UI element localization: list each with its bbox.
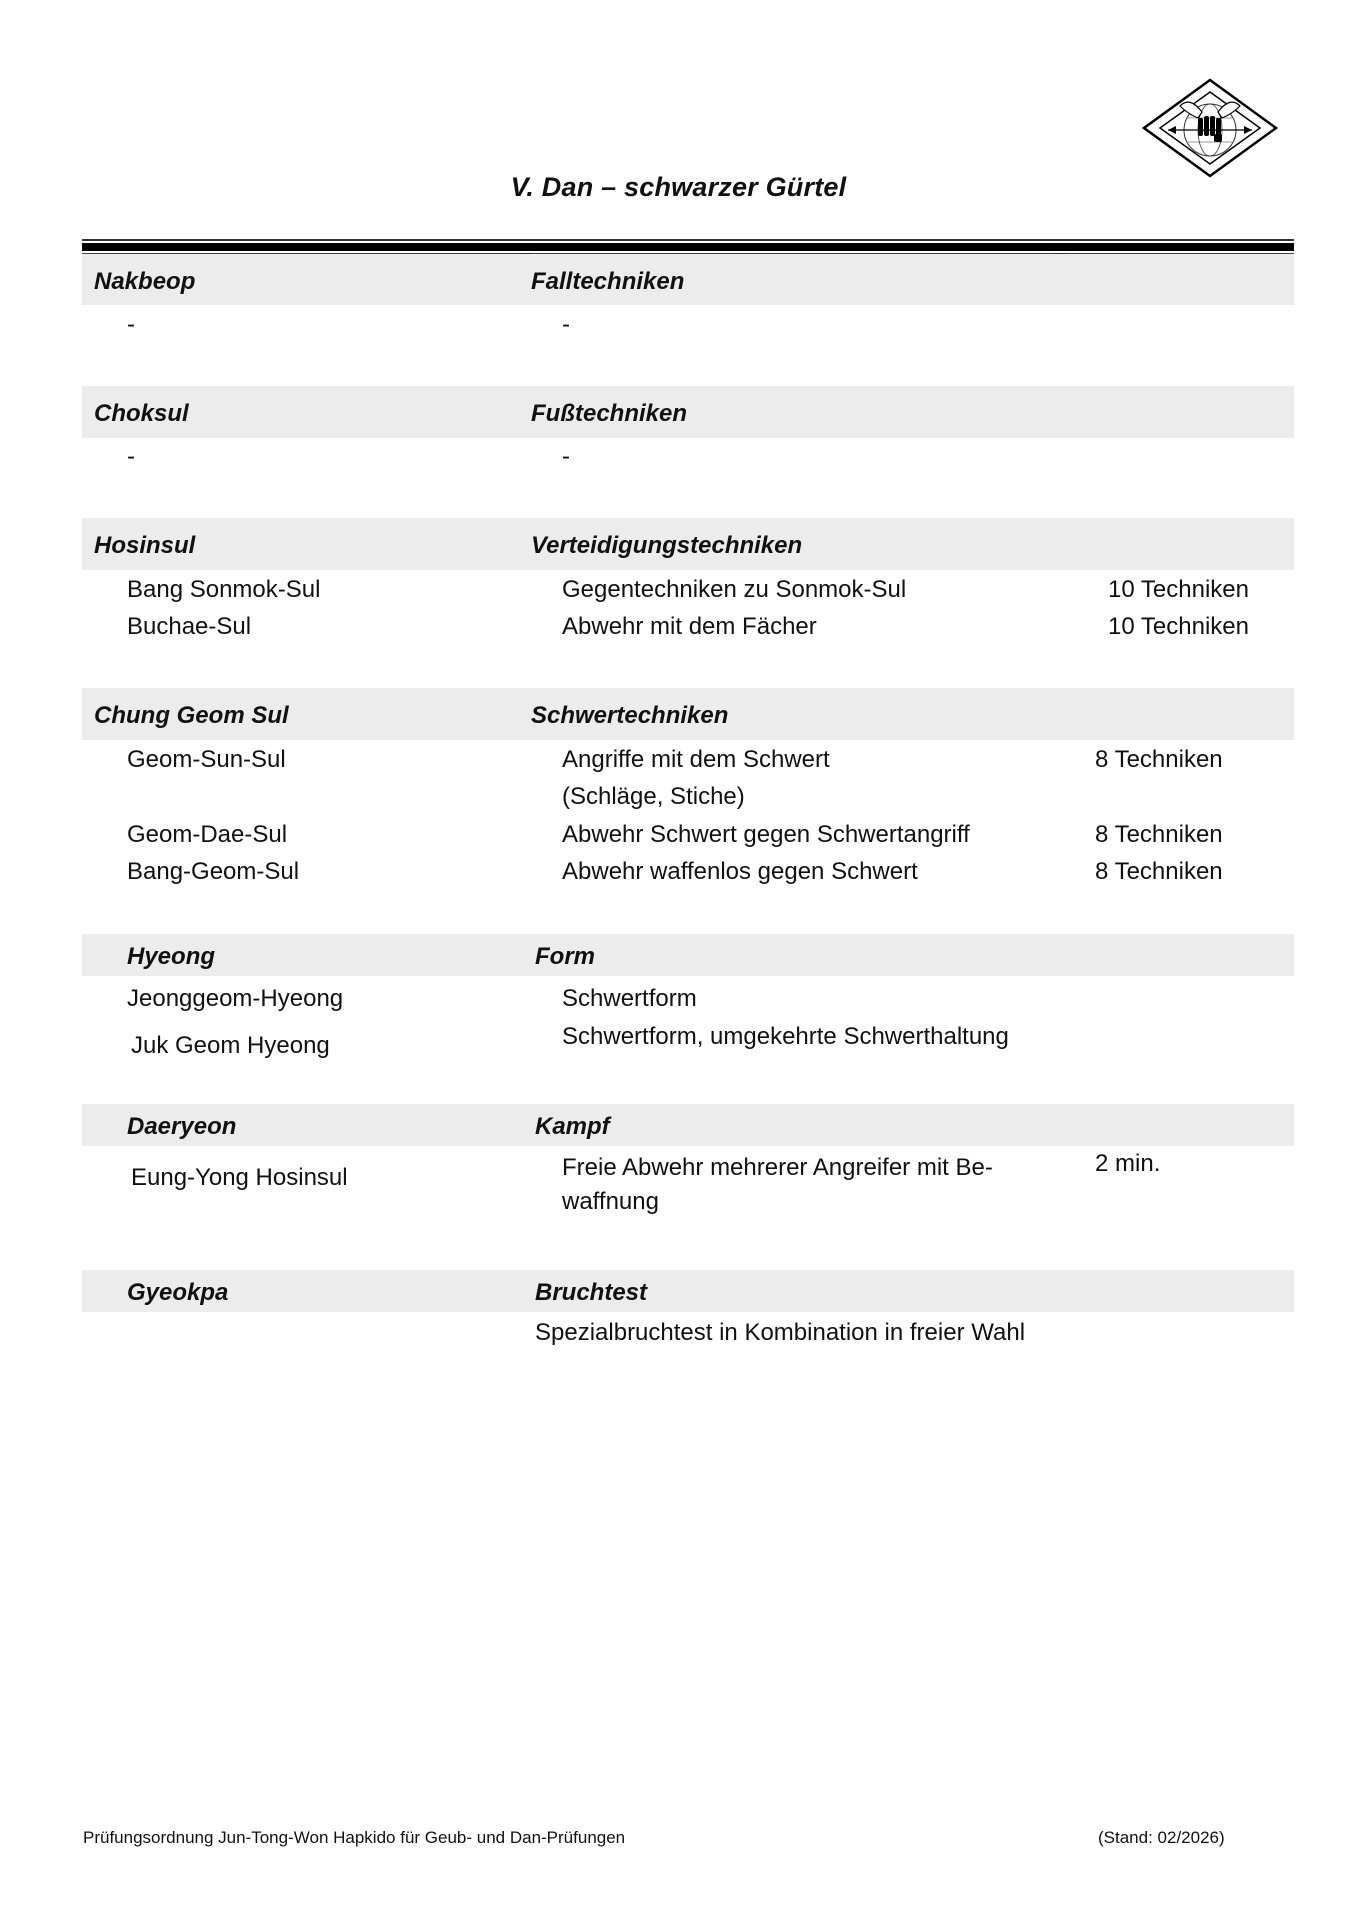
footer-document-name: Prüfungsordnung Jun-Tong-Won Hapkido für Geub- und Dan-Prüfungen — [83, 1828, 626, 1847]
technique-name: Juk Geom Hyeong — [131, 1032, 330, 1059]
technique-desc: Freie Abwehr mehrerer Angreifer mit Be- — [562, 1154, 993, 1181]
section-german-title: Fußtechniken — [531, 400, 688, 427]
emblem-icon — [1140, 78, 1280, 178]
section-korean-title: Gyeokpa — [127, 1279, 229, 1306]
section-german-title: Verteidigungstechniken — [531, 532, 803, 559]
technique-desc: Gegentechniken zu Sonmok-Sul — [562, 576, 907, 603]
section-header-gyeokpa — [82, 1270, 1294, 1312]
technique-count: 10 Techniken — [1108, 576, 1249, 603]
technique-desc: Abwehr waffenlos gegen Schwert — [562, 858, 918, 885]
technique-desc: - — [562, 311, 570, 338]
section-header-nakbeop — [82, 254, 1294, 305]
section-german-title: Schwertechniken — [531, 702, 729, 729]
technique-name: Geom-Sun-Sul — [127, 746, 286, 773]
technique-desc: Abwehr mit dem Fächer — [562, 613, 817, 640]
section-korean-title: Nakbeop — [94, 268, 196, 295]
section-korean-title: Hosinsul — [94, 532, 196, 559]
technique-count: 8 Techniken — [1095, 821, 1223, 848]
page-title: V. Dan – schwarzer Gürtel — [510, 172, 847, 202]
technique-desc: Abwehr Schwert gegen Schwertangriff — [562, 821, 970, 848]
section-german-title: Kampf — [535, 1113, 610, 1140]
technique-desc: Schwertform, umgekehrte Schwerthaltung — [562, 1023, 1009, 1050]
technique-duration: 2 min. — [1095, 1150, 1161, 1177]
technique-name: Bang-Geom-Sul — [127, 858, 300, 885]
section-german-title: Falltechniken — [531, 268, 685, 295]
section-korean-title: Chung Geom Sul — [94, 702, 289, 729]
section-header-daeryeon — [82, 1104, 1294, 1146]
section-header-choksul — [82, 386, 1294, 438]
technique-name: Jeonggeom-Hyeong — [127, 985, 344, 1012]
technique-name: Bang Sonmok-Sul — [127, 576, 321, 603]
technique-desc: Schwertform — [562, 985, 697, 1012]
section-korean-title: Hyeong — [127, 943, 216, 970]
club-logo — [1140, 78, 1280, 178]
section-german-title: Form — [535, 943, 595, 970]
section-german-title: Bruchtest — [535, 1279, 648, 1306]
section-header-hyeong — [82, 934, 1294, 976]
technique-desc: - — [562, 443, 570, 470]
footer-revision-date: (Stand: 02/2026) — [1098, 1828, 1225, 1847]
technique-desc: Angriffe mit dem Schwert — [562, 746, 830, 773]
technique-desc-continued: waffnung — [562, 1188, 659, 1215]
section-korean-title: Choksul — [94, 400, 189, 427]
technique-desc: Spezialbruchtest in Kombination in freier Wahl — [535, 1319, 1026, 1346]
technique-name: Buchae-Sul — [127, 613, 252, 640]
technique-desc-continued: (Schläge, Stiche) — [562, 783, 745, 810]
technique-count: 8 Techniken — [1095, 746, 1223, 773]
technique-name: Eung-Yong Hosinsul — [131, 1164, 348, 1191]
technique-count: 8 Techniken — [1095, 858, 1223, 885]
title-divider — [82, 239, 1294, 255]
section-korean-title: Daeryeon — [127, 1113, 237, 1140]
technique-name: Geom-Dae-Sul — [127, 821, 288, 848]
technique-count: 10 Techniken — [1108, 613, 1249, 640]
technique-name: - — [127, 311, 135, 338]
technique-name: - — [127, 443, 135, 470]
